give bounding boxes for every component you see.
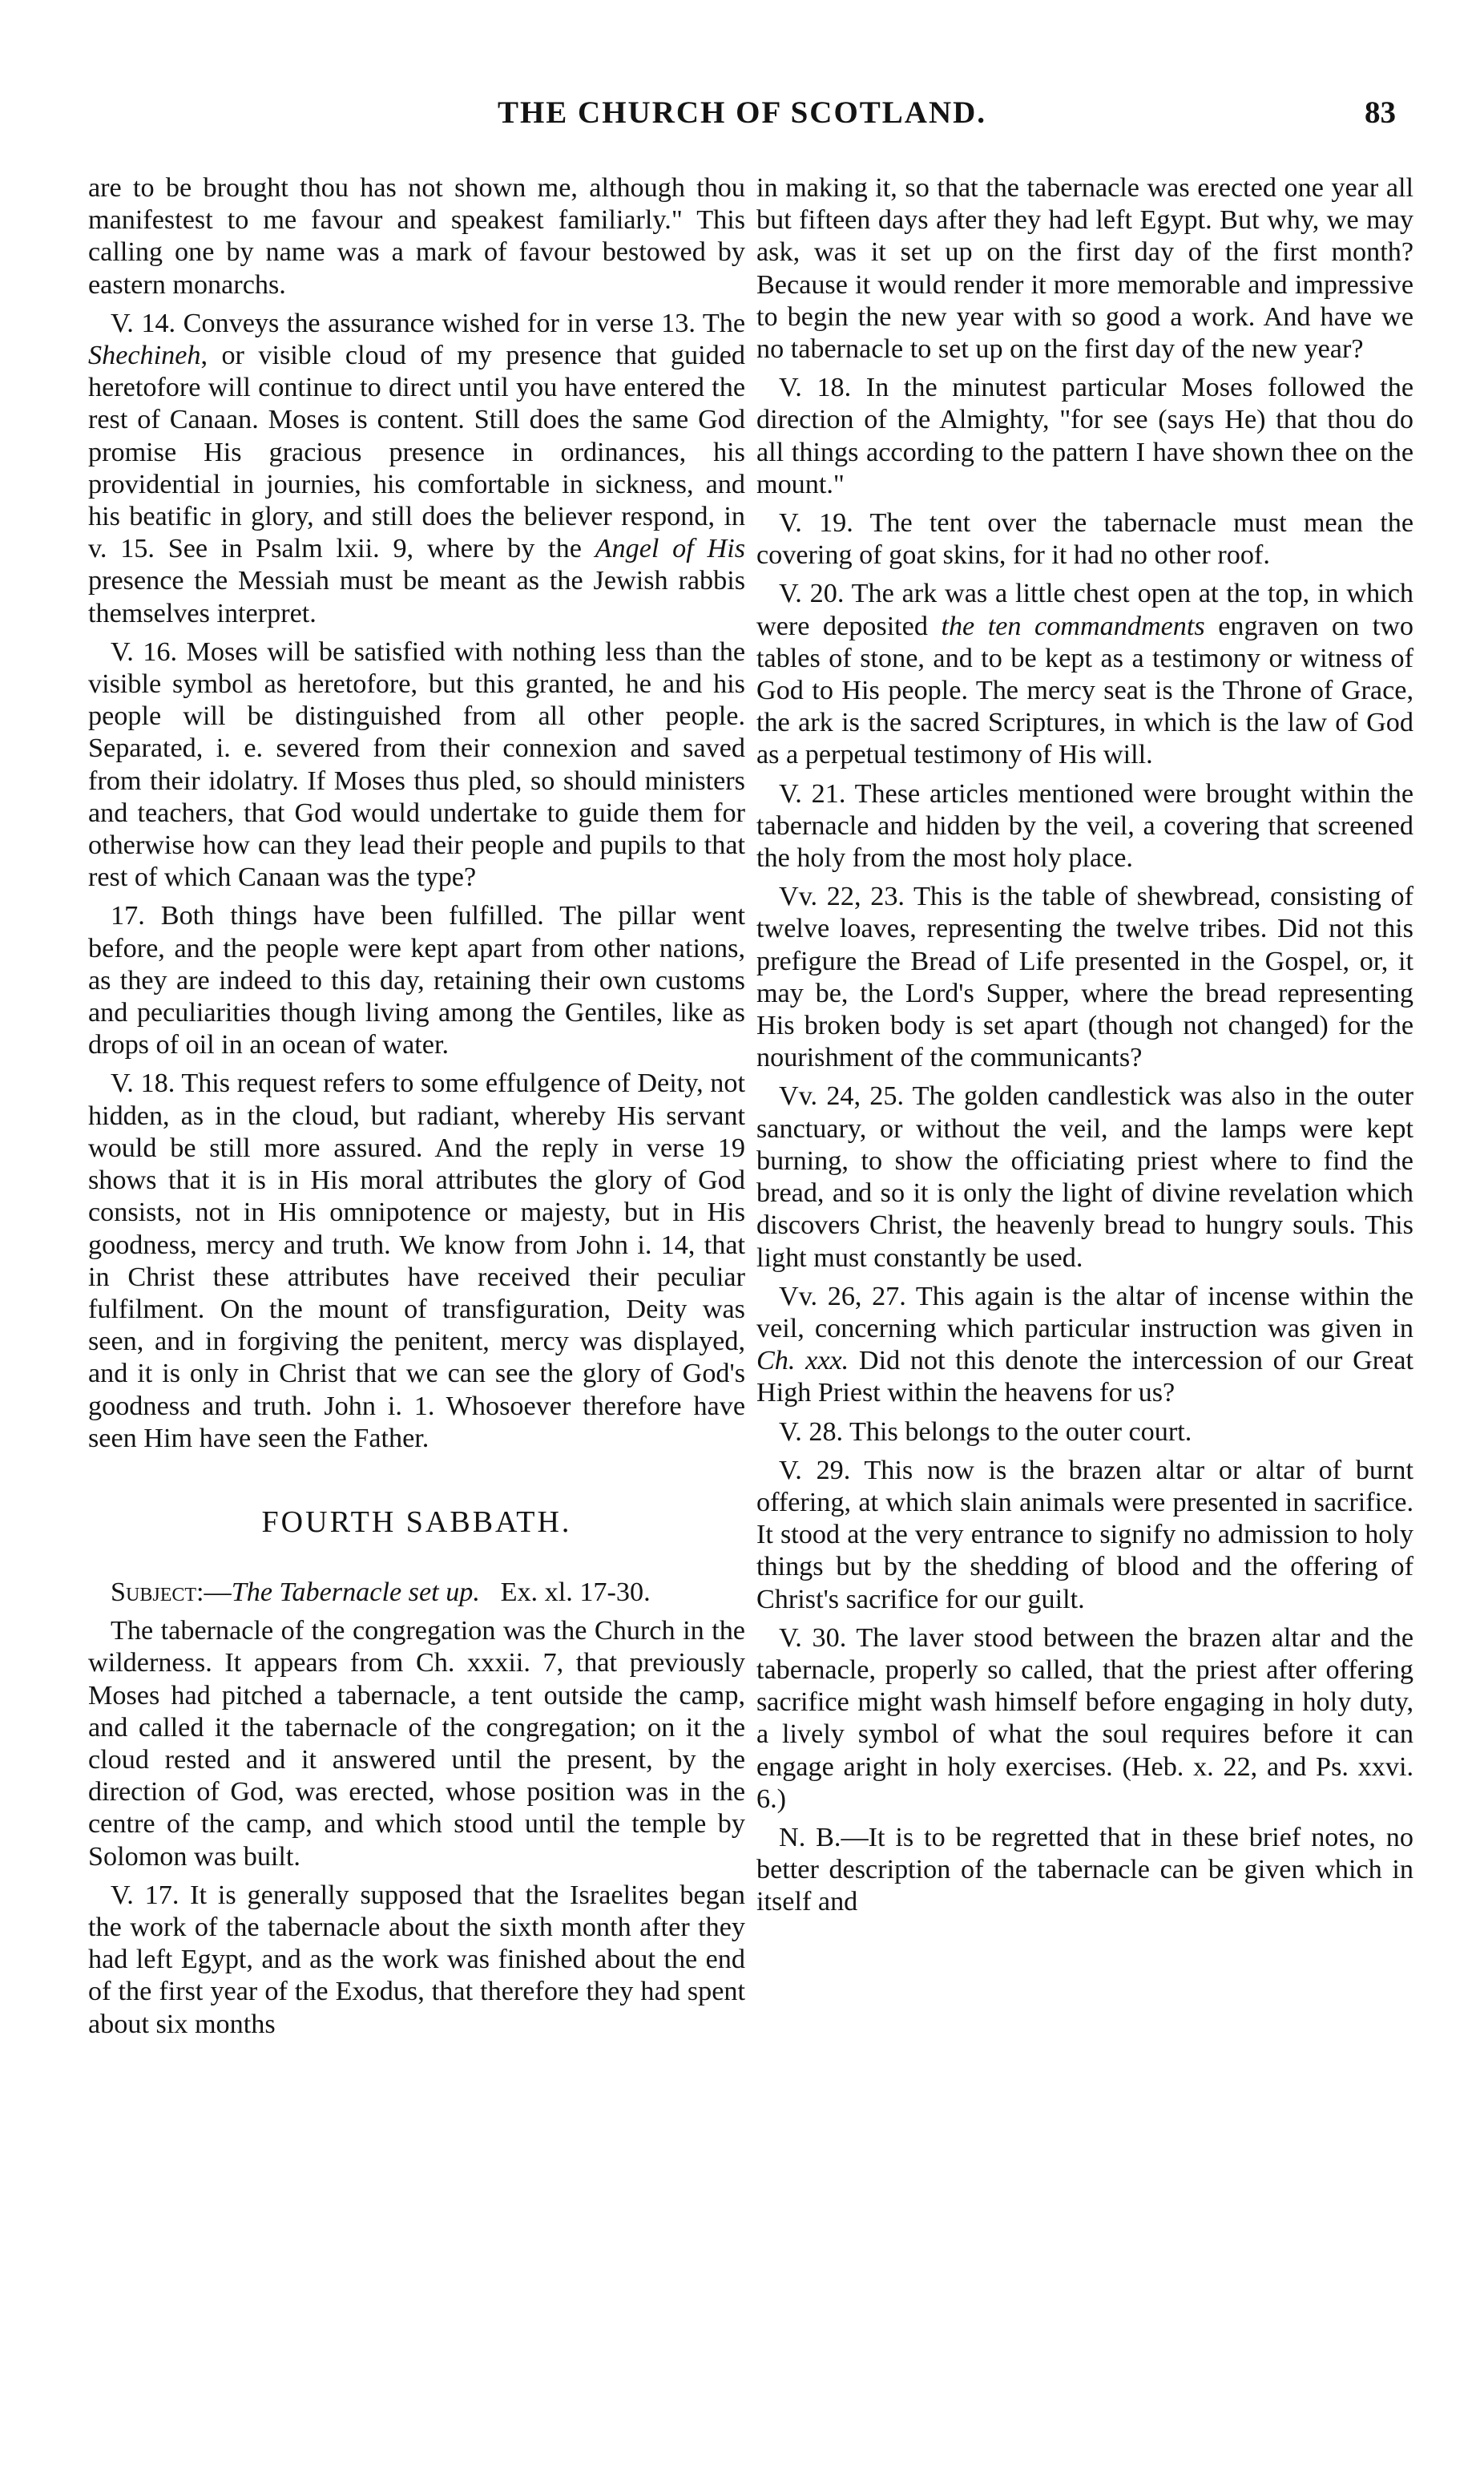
left-paragraph-7: V. 17. It is generally supposed that the Israelites began the work of the tabernacle about the sixth month after they had left Egypt, and as the work was finished about the end of the first year of the Exodus, that therefore they had spent about six months [88, 1880, 745, 2039]
left-paragraph-2 [88, 308, 745, 630]
running-title: THE CHURCH OF SCOTLAND. [497, 95, 987, 130]
verse-26-text-cont: Did not this denote the intercession of our Great High Priest within the heavens for us? [756, 1346, 1413, 1408]
verse-14-text-cont: , or visible cloud of my presence that guided heretofore will continue to direct until you have entered the rest of Canaan. Moses is content. Still does the same God promise His gracious presence in ordinances, his providential in journies, his comfortable in sickness, and his beatific in glory, and still does the believer respond, in v. 15. See in Psalm lxii. 9, where by the [88, 341, 745, 564]
right-paragraph-3: V. 19. The tent over the tabernacle must mean the covering of goat skins, for it had no other roof. [756, 508, 1413, 571]
shechinah-term: Shechineh [88, 341, 201, 371]
section-heading: FOURTH SABBATH. [261, 1505, 572, 1539]
left-column [88, 172, 745, 2432]
left-paragraph-4: 17. Both things have been fulfilled. The pillar went before, and the people were kept apart from other nations, as they are indeed to this day, retaining their own customs and peculiarities though living among the Gentiles, like as drops of oil in an ocean of water. [88, 901, 745, 1060]
verse-20-text-cont: engraven on two tables of stone, and to be kept as a testimony or witness of God to His people. The mercy seat is the Throne of Grace, the ark is the sacred Scriptures, in which is the law of God as a perpetual testimony of His will. [756, 611, 1413, 770]
right-paragraph-11: V. 30. The laver stood between the brazen altar and the tabernacle, properly so called, that the priest after offering sacrifice might wash himself before engaging in holy duty, a lively symbol of what the soul requires before it can engage aright in holy exercises. (Heb. x. 22, and Ps. xxvi. 6.) [756, 1622, 1413, 1814]
subject-label: Subject [111, 1577, 197, 1607]
ten-commandments-phrase: the ten commandments [941, 611, 1205, 641]
page-header [0, 95, 1484, 143]
right-paragraph-7: Vv. 24, 25. The golden candlestick was also in the outer sanctuary, or without the veil, and the lamps were kept burning, to show the officiating priest where to find the bread, and so it is only the light of divine revelation which discovers Christ, the heavenly bread to hungry souls. This light must constantly be used. [756, 1081, 1413, 1273]
right-paragraph-8 [756, 1281, 1413, 1410]
right-paragraph-9: V. 28. This belongs to the outer court. [779, 1416, 1192, 1447]
angel-phrase: Angel of His [595, 534, 745, 564]
left-paragraph-5: V. 18. This request refers to some effulgence of Deity, not hidden, as in the cloud, but radiant, whereby His servant would be still more assured. And the reply in verse 19 shows that it is in His moral attributes the glory of God consists, not in His omnipotence or majesty, but in His goodness, mercy and truth. We know from John i. 14, that in Christ these attributes have received their peculiar fulfilment. On the mount of transfiguration, Deity was seen, and in forgiving the penitent, mercy was displayed, and it is only in Christ that we can see the glory of God's goodness and truth. John i. 1. Whosoever therefore have seen Him have seen the Father. [88, 1068, 745, 1453]
page-number: 83 [1365, 95, 1396, 130]
left-paragraph-3: V. 16. Moses will be satisfied with nothing less than the visible symbol as heretofore, but this granted, he and his people will be distinguished from all other people. Separated, i. e. severed from their connexion and saved from their idolatry. If Moses thus pled, so should ministers and teachers, that God would undertake to guide them for otherwise how can they lead their people and pupils to that rest of which Canaan was the type? [88, 636, 745, 893]
right-paragraph-12: N. B.—It is to be regretted that in these brief notes, no better description of the tabernacle can be given which in itself and [756, 1822, 1413, 1917]
verse-26-text: Vv. 26, 27. This again is the altar of incense within the veil, concerning which particular instruction was given in [756, 1281, 1413, 1343]
verse-14-text: V. 14. Conveys the assurance wished for in verse 13. The [111, 308, 745, 338]
right-paragraph-4 [756, 578, 1413, 771]
left-paragraph-1: are to be brought thou has not shown me, although thou manifestest to me favour and speakest familiarly." This calling one by name was a mark of favour bestowed by eastern monarchs. [88, 173, 745, 300]
right-paragraph-1: in making it, so that the tabernacle was erected one year all but fifteen days after they had left Egypt. But why, we may ask, was it set up on the first day of the first month? Because it would render it more memorable and impressive to begin the new year with so good a work. And have we no tabernacle to set up on the first day of the new year? [756, 173, 1413, 365]
subject-title: The Tabernacle set up. [231, 1577, 480, 1607]
right-paragraph-10: V. 29. This now is the brazen altar or altar of burnt offering, at which slain animals were presented in sacrifice. It stood at the very entrance to signify no admission to holy things but by the shedding of blood and the offering of Christ's sacrifice for our guilt. [756, 1455, 1413, 1614]
left-paragraph-6: The tabernacle of the congregation was the Church in the wilderness. It appears from Ch. xxxii. 7, that previously Moses had pitched a tabernacle, a tent outside the camp, and called it the tabernacle of the congregation; on it the cloud rested and it answered until the present, by the direction of God, was erected, whose position was in the centre of the camp, and which stood until the temple by Solomon was built. [88, 1616, 745, 1872]
verse-14-text-end: presence the Messiah must be meant as the Jewish rabbis themselves interpret. [88, 566, 745, 628]
right-column [756, 172, 1413, 2432]
subject-line: Subject:—The Tabernacle set up. Ex. xl. 17-30. [111, 1577, 651, 1607]
verse-20-text: V. 20. The ark was a little chest open at the top, in which were deposited [756, 579, 1413, 641]
right-paragraph-5: V. 21. These articles mentioned were brought within the tabernacle and hidden by the veil, a covering that screened the holy from the most holy place. [756, 778, 1413, 874]
right-paragraph-6: Vv. 22, 23. This is the table of shewbread, consisting of twelve loaves, representing the twelve tribes. Did not this prefigure the Bread of Life presented in the Gospel, or, it may be, the Lord's Supper, where the bread representing His broken body is set apart (though not changed) for the nourishment of the communicants? [756, 882, 1413, 1073]
subject-reference: Ex. xl. 17-30. [500, 1577, 651, 1607]
chapter-reference: Ch. xxx. [756, 1346, 849, 1376]
right-paragraph-2: V. 18. In the minutest particular Moses followed the direction of the Almighty, "for see (says He) that thou do all things according to the pattern I have shown thee on the mount." [756, 373, 1413, 499]
